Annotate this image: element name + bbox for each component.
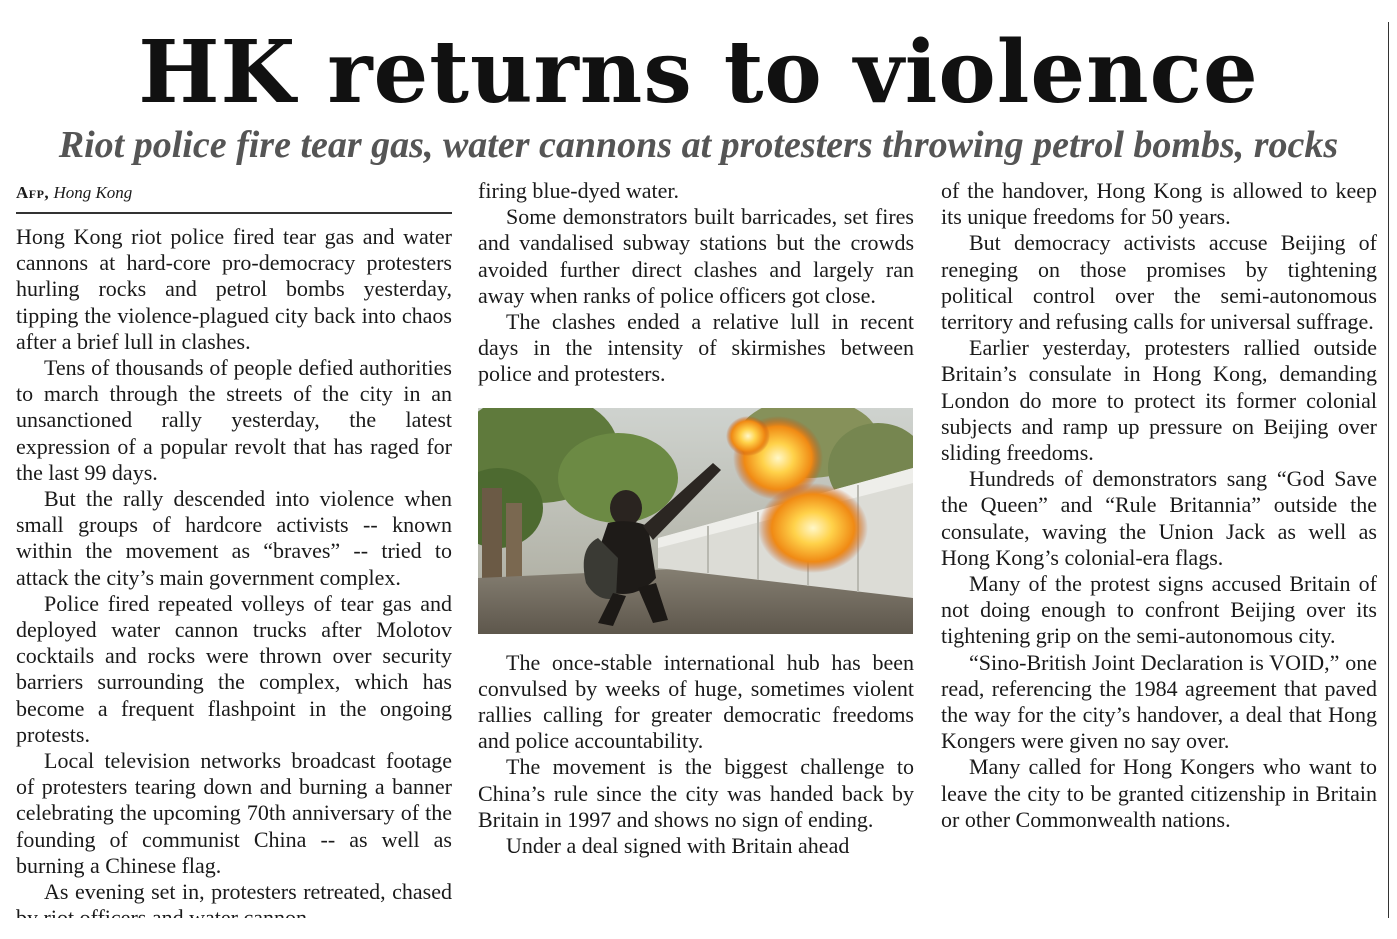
paragraph: But democracy activists accuse Beijing of reneging on those promises by tightening political control over the semi-autonomous territory and refusing calls for universal suffrage. [941, 230, 1377, 335]
paragraph: Earlier yesterday, protesters rallied outside Britain’s consulate in Hong Kong, demanding London do more to protect its former colonial subjects and ramp up pressure on Beijing over sliding freedoms. [941, 335, 1377, 466]
paragraph: As evening set in, protesters retreated, chased [44, 879, 452, 905]
paragraph: But the rally descended into violence when small groups of hardcore activists -- known within the movement as “braves” -- tried to attack the city’s main government complex. [16, 486, 452, 590]
paragraph: Hong Kong riot police fired tear gas and water cannons at hard-core pro-democracy protesters hurling rocks and petrol bombs yesterday, tipping the violence-plagued city back into chaos after a brief lull in clashes. [16, 224, 452, 354]
paragraph: Some demonstrators built barricades, set fires and vandalised subway stations but the crowds avoided further direct clashes and largely ran away when ranks of police officers got close. [478, 204, 914, 308]
paragraph: Many of the protest signs accused Britain of not doing enough to confront Beijing over its tightening grip on the semi-autonomous city. [941, 571, 1377, 649]
byline [16, 178, 452, 214]
article-column-3 [941, 178, 1377, 833]
paragraph: The movement is the biggest challenge to China’s rule since the city was handed back by Britain in 1997 and shows no sign of ending. [478, 754, 914, 832]
page-bottom-margin [0, 918, 1397, 939]
news-photo [478, 408, 913, 634]
byline-agency: Afp, [16, 183, 50, 202]
paragraph: Police fired repeated volleys of tear gas and deployed water cannon trucks after Molotov cocktails and rocks were thrown over security barriers surrounding the complex, which has become a frequent flashpoint in the ongoing protests. [16, 590, 452, 747]
paragraph: of the handover, Hong Kong is allowed to keep its unique freedoms for 50 years. [941, 178, 1377, 230]
paragraph: The once-stable international hub has been convulsed by weeks of huge, sometimes violent rallies calling for greater democratic freedoms and police accountability. [478, 649, 914, 754]
paragraph: Under a deal signed with Britain ahead [506, 833, 850, 859]
paragraph: The clashes ended a relative lull in recent days in the intensity of skirmishes between police and protesters. [478, 309, 914, 387]
column-rule [1388, 22, 1389, 918]
byline-location: Hong Kong [53, 183, 133, 202]
paragraph: “Sino-British Joint Declaration is VOID,” one read, referencing the 1984 agreement that paved the way for the city’s handover, a deal that Hong Kongers were given no say over. [941, 649, 1377, 754]
paragraph: firing blue-dyed water. [478, 178, 679, 203]
paragraph: Local television networks broadcast footage of protesters tearing down and burning a banner celebrating the upcoming 70th anniversary of the founding of communist China -- as well as burning a Chinese flag. [16, 748, 452, 878]
article-column-1 [16, 178, 452, 931]
headline: HK returns to violence [138, 22, 1259, 123]
paragraph: Many called for Hong Kongers who want to leave the city to be granted citizenship in Britain or other Commonwealth nations. [941, 754, 1377, 832]
paragraph: Hundreds of demonstrators sang “God Save the Queen” and “Rule Britannia” outside the consulate, waving the Union Jack as well as Hong Kong’s colonial-era flags. [941, 466, 1377, 570]
subheadline: Riot police fire tear gas, water cannons at protesters throwing petrol bombs, rocks [58, 124, 1339, 166]
paragraph: Tens of thousands of people defied authorities to march through the streets of the city in an unsanctioned rally yesterday, the latest expression of a popular revolt that has raged for the last 99 days. [16, 355, 452, 485]
article-column-2 [478, 178, 914, 859]
